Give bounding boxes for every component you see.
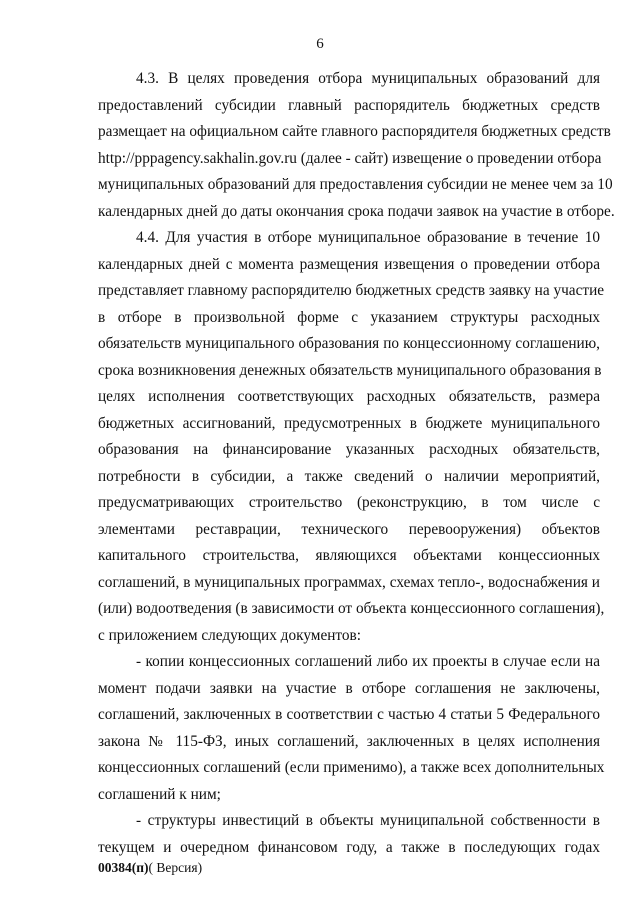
text-line: момент подачи заявки на участие в отборе соглашения не заключены,: [98, 679, 600, 697]
paragraph-list-item-2: [98, 808, 600, 861]
text-line: календарных дней до даты окончания срока подачи заявок на участие в отборе.: [98, 202, 615, 220]
text-line: бюджетных ассигнований, предусмотренных в бюджете муниципального: [98, 414, 600, 432]
text-line: - копии концессионных соглашений либо их проекты в случае если на: [136, 653, 600, 670]
text-line: концессионных соглашений (если применимо), а также всех дополнительных: [98, 759, 605, 776]
text-line: обязательств муниципального образования по концессионному соглашению,: [98, 335, 600, 352]
text-line: соглашений, в муниципальных программах, схемах тепло-, водоснабжения и: [98, 573, 600, 591]
document-code: 00384(п): [98, 860, 149, 875]
text-line: представляет главному распорядителю бюджетных средств заявку на участие: [98, 282, 605, 299]
text-line: текущем и очередном финансовом году, а также в последующих годах: [98, 838, 600, 856]
text-line: закона № 115-ФЗ, иных соглашений, заключенных в целях исполнения: [98, 732, 600, 750]
text-line: 4.4. Для участия в отборе муниципальное образование в течение 10: [136, 229, 600, 246]
text-line: муниципальных образований для предоставления субсидии не менее чем за 10: [98, 176, 613, 193]
text-line: целях исполнения соответствующих расходных обязательств, размера: [98, 388, 600, 405]
page-number: 6: [316, 36, 324, 52]
text-line: (или) водоотведения (в зависимости от объекта концессионного соглашения),: [98, 600, 605, 617]
text-line: - структуры инвестиций в объекты муниципальной собственности в: [136, 812, 600, 829]
text-line: капитального строительства, являющихся объектами концессионных: [98, 547, 600, 564]
paragraph-4-3: [98, 66, 615, 225]
document-body: [98, 66, 615, 861]
text-line: потребности в субсидии, а также сведений о наличии мероприятий,: [98, 467, 600, 485]
text-line: образования на финансирование указанных расходных обязательств,: [98, 441, 600, 458]
paragraph-4-4: [98, 225, 605, 649]
text-line: срока возникновения денежных обязательств муниципального образования в: [98, 361, 602, 379]
text-line: элементами реставрации, технического перевооружения) объектов: [98, 520, 600, 538]
text-line: соглашений к ним;: [98, 785, 221, 803]
version-label: ( Версия): [148, 860, 203, 875]
text-line: соглашений, заключенных в соответствии с частью 4 статьи 5 Федерального: [98, 706, 600, 723]
paragraph-list-item-1: [98, 649, 605, 808]
text-line: календарных дней с момента размещения извещения о проведении отбора: [98, 255, 600, 273]
text-line: в отборе в произвольной форме с указанием структуры расходных: [98, 308, 600, 326]
text-line: с приложением следующих документов:: [98, 626, 362, 644]
text-line: http://pppagency.sakhalin.gov.ru (далее - сайт) извещение о проведении отбора: [98, 149, 602, 167]
document-footer: [98, 860, 202, 876]
text-line: размещает на официальном сайте главного распорядителя бюджетных средств: [98, 123, 611, 140]
text-line: 4.3. В целях проведения отбора муниципальных образований для: [136, 70, 600, 87]
text-line: предоставлений субсидии главный распорядитель бюджетных средств: [98, 96, 600, 114]
text-line: предусматривающих строительство (реконструкцию, в том числе с: [98, 494, 600, 511]
